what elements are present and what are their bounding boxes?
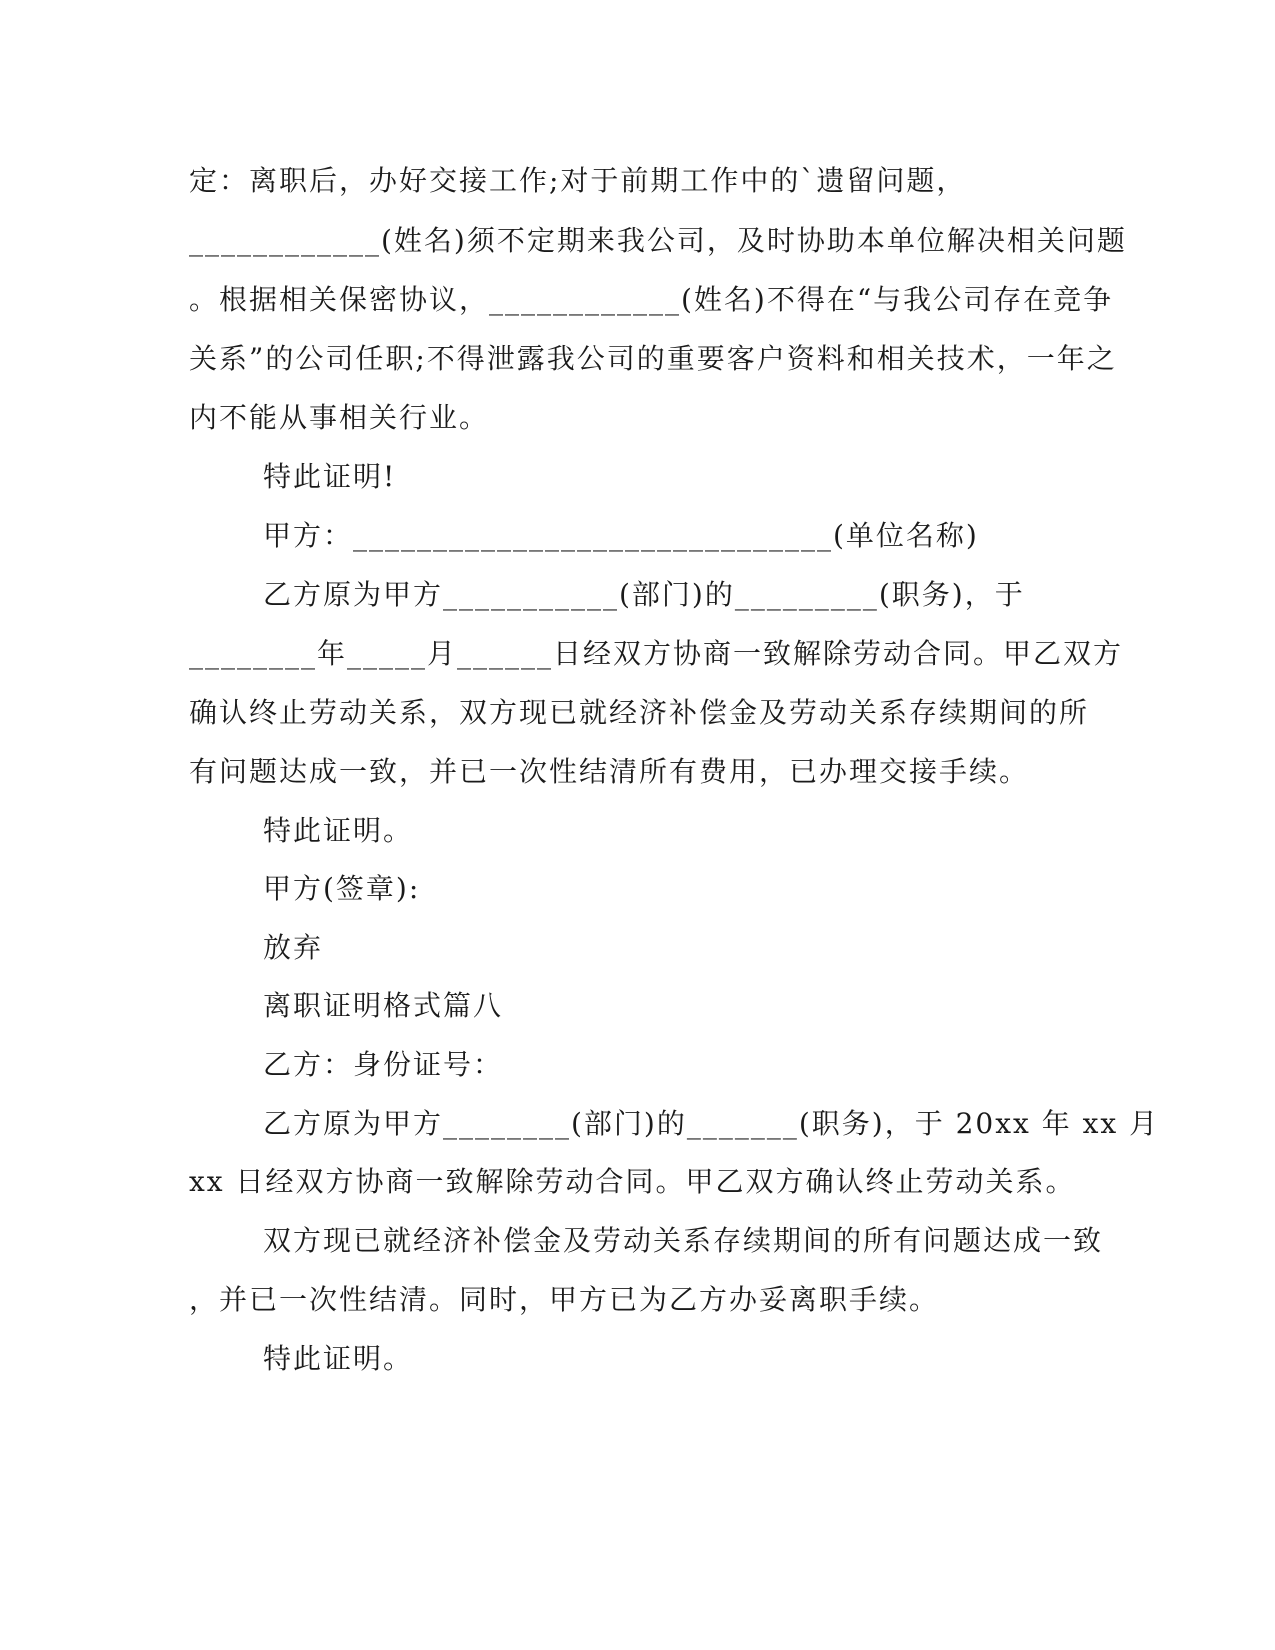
- section-heading: 离职证明格式篇八: [263, 989, 504, 1022]
- paragraph-line: ，并已一次性结清。同时，甲方已为乙方办妥离职手续。: [189, 1283, 940, 1316]
- party-a-line: 甲方：______________________________(单位名称): [263, 519, 979, 552]
- paragraph-line: ________年_____月______日经双方协商一致解除劳动合同。甲乙双方: [189, 637, 1124, 670]
- paragraph-line: 关系”的公司任职;不得泄露我公司的重要客户资料和相关技术，一年之: [189, 342, 1117, 375]
- paragraph-line: 内不能从事相关行业。: [189, 401, 490, 434]
- paragraph-line: 乙方原为甲方________(部门)的_______(职务)，于 20xx 年 xx 月: [263, 1107, 1160, 1140]
- paragraph-line: 确认终止劳动关系，双方现已就经济补偿金及劳动关系存续期间的所: [189, 696, 1090, 729]
- paragraph-line: 。根据相关保密协议，____________(姓名)不得在“与我公司存在竞争: [189, 283, 1114, 316]
- paragraph-line: 定：离职后，办好交接工作;对于前期工作中的`遗留问题，: [189, 164, 967, 197]
- paragraph-line: 双方现已就经济补偿金及劳动关系存续期间的所有问题达成一致: [263, 1224, 1104, 1257]
- paragraph-line: ____________(姓名)须不定期来我公司，及时协助本单位解决相关问题: [189, 224, 1127, 257]
- closing-statement: 特此证明。: [263, 814, 414, 847]
- paragraph-line: 乙方原为甲方___________(部门)的_________(职务)，于: [263, 578, 1025, 611]
- closing-statement: 特此证明!: [263, 460, 397, 493]
- party-a-signature-line: 甲方(签章):: [263, 872, 421, 905]
- paragraph-line: xx 日经双方协商一致解除劳动合同。甲乙双方确认终止劳动关系。: [189, 1165, 1076, 1198]
- party-b-id-line: 乙方：身份证号：: [263, 1048, 504, 1081]
- paragraph-line: 有问题达成一致，并已一次性结清所有费用，已办理交接手续。: [189, 755, 1030, 788]
- closing-statement: 特此证明。: [263, 1342, 414, 1375]
- paragraph-line: 放弃: [263, 931, 324, 964]
